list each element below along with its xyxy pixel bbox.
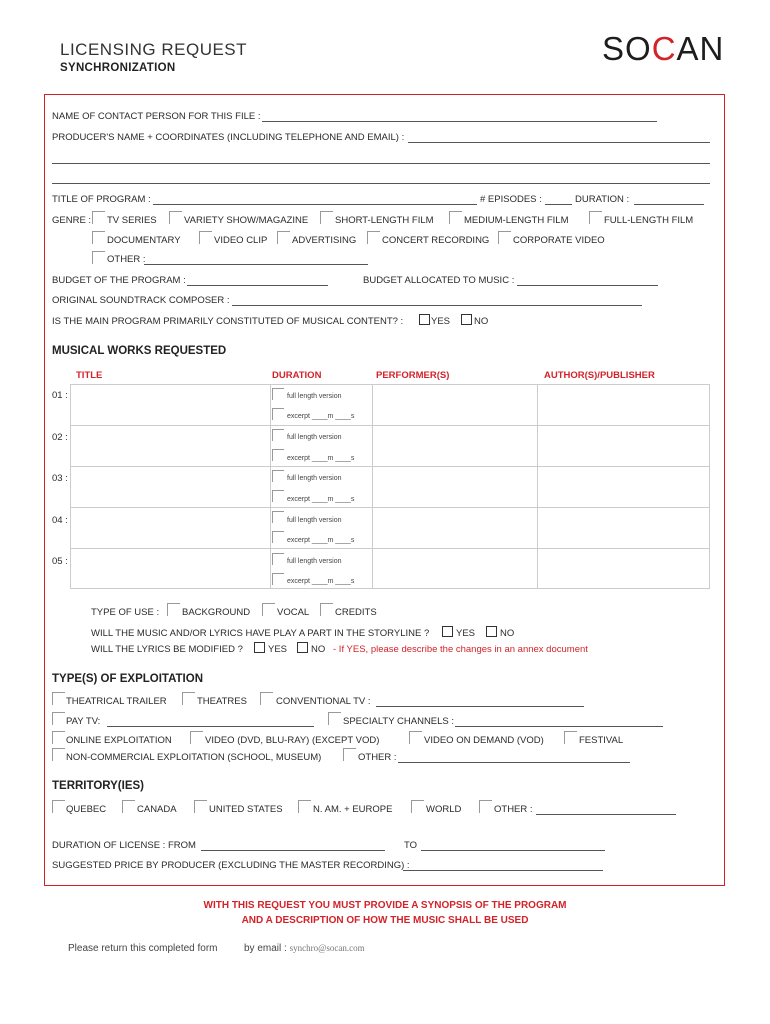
type-of-use-label: TYPE OF USE : <box>91 607 160 618</box>
email-label <box>244 943 365 954</box>
territory-other-checkbox[interactable] <box>479 800 492 813</box>
excerpt-label: excerpt ____m ____s <box>287 455 355 462</box>
license-to-label: TO <box>404 840 418 851</box>
genre-other-field[interactable] <box>144 264 368 265</box>
genre-medium-film-checkbox[interactable] <box>449 211 462 224</box>
row-number: 05 : <box>52 556 68 567</box>
genre-variety: VARIETY SHOW/MAGAZINE <box>184 215 309 226</box>
specialty-field[interactable] <box>455 726 663 727</box>
full-length-label: full length version <box>287 393 342 400</box>
online-label: ONLINE EXPLOITATION <box>66 735 172 746</box>
territory-united-states: UNITED STATES <box>209 804 283 815</box>
excerpt-checkbox[interactable] <box>272 573 284 585</box>
vod-checkbox[interactable] <box>409 731 422 744</box>
row-number: 01 : <box>52 390 68 401</box>
budget-field[interactable] <box>187 285 328 286</box>
duration-label: DURATION : <box>575 194 630 205</box>
episodes-label: # EPISODES : <box>480 194 542 205</box>
form-subtitle: SYNCHRONIZATION <box>60 62 176 74</box>
logo-accent: C <box>651 30 677 67</box>
lyrics-no-checkbox[interactable] <box>297 642 308 653</box>
lyrics-note: - If YES, please describe the changes in an annex document <box>333 644 588 655</box>
genre-video-clip: VIDEO CLIP <box>214 235 268 246</box>
composer-label: ORIGINAL SOUNDTRACK COMPOSER : <box>52 295 230 306</box>
background-checkbox[interactable] <box>167 603 180 616</box>
email-link[interactable]: synchro@socan.com <box>289 943 365 953</box>
contact-name-label: NAME OF CONTACT PERSON FOR THIS FILE : <box>52 111 261 122</box>
genre-medium-film: MEDIUM-LENGTH FILM <box>464 215 569 226</box>
row-number: 03 : <box>52 473 68 484</box>
license-to-field[interactable] <box>421 850 605 851</box>
territory-canada: CANADA <box>137 804 177 815</box>
genre-short-film-checkbox[interactable] <box>320 211 333 224</box>
type-background: BACKGROUND <box>182 607 251 618</box>
united-states-checkbox[interactable] <box>194 800 207 813</box>
territory-other: OTHER : <box>494 804 533 815</box>
conventional-checkbox[interactable] <box>260 692 273 705</box>
producer-field-line-2[interactable] <box>52 163 710 164</box>
theatres-label: THEATRES <box>197 696 247 707</box>
table-divider <box>372 384 373 589</box>
full-length-checkbox[interactable] <box>272 470 284 482</box>
logo-part-1: SO <box>602 30 652 67</box>
table-divider <box>537 384 538 589</box>
col-performer: PERFORMER(S) <box>376 370 450 381</box>
genre-corporate-checkbox[interactable] <box>498 231 511 244</box>
full-length-label: full length version <box>287 517 342 524</box>
territory-heading: TERRITORY(IES) <box>52 780 145 792</box>
return-instruction: Please return this completed form <box>68 943 218 954</box>
full-length-checkbox[interactable] <box>272 511 284 523</box>
license-duration-label: DURATION OF LICENSE : FROM <box>52 840 196 851</box>
musical-content-question: IS THE MAIN PROGRAM PRIMARILY CONSTITUTED OF MUSICAL CONTENT? : <box>52 316 404 327</box>
genre-full-film: FULL-LENGTH FILM <box>604 215 694 226</box>
lyrics-yes-checkbox[interactable] <box>254 642 265 653</box>
budget-label: BUDGET OF THE PROGRAM : <box>52 275 186 286</box>
table-row-divider <box>70 466 710 467</box>
exploitation-other-checkbox[interactable] <box>343 748 356 761</box>
musical-no-checkbox[interactable] <box>461 314 472 325</box>
license-from-field[interactable] <box>201 850 385 851</box>
form-title: LICENSING REQUEST <box>60 40 248 59</box>
contact-name-field[interactable] <box>262 121 657 122</box>
storyline-yes-checkbox[interactable] <box>442 626 453 637</box>
musical-works-heading: MUSICAL WORKS REQUESTED <box>52 345 227 357</box>
table-row-divider <box>70 507 710 508</box>
lyrics-question: WILL THE LYRICS BE MODIFIED ? <box>91 644 243 655</box>
pay-tv-label: PAY TV: <box>66 716 101 727</box>
price-label: SUGGESTED PRICE BY PRODUCER (EXCLUDING THE MASTER RECORDING) : <box>52 860 410 871</box>
musical-yes-checkbox[interactable] <box>419 314 430 325</box>
producer-field-line-3[interactable] <box>52 183 710 184</box>
musical-yes: YES <box>431 316 451 327</box>
genre-concert-checkbox[interactable] <box>367 231 380 244</box>
type-vocal: VOCAL <box>277 607 310 618</box>
exploitation-other-field[interactable] <box>398 762 630 763</box>
genre-concert: CONCERT RECORDING <box>382 235 490 246</box>
conventional-label: CONVENTIONAL TV : <box>276 696 371 707</box>
exploitation-other-label: OTHER : <box>358 752 397 763</box>
price-field[interactable] <box>403 870 603 871</box>
episodes-field[interactable] <box>545 204 572 205</box>
full-length-checkbox[interactable] <box>272 429 284 441</box>
theatrical-label: THEATRICAL TRAILER <box>66 696 167 707</box>
exploitation-heading: TYPE(S) OF EXPLOITATION <box>52 673 203 685</box>
synopsis-note-line-1: WITH THIS REQUEST YOU MUST PROVIDE A SYNOPSIS OF THE PROGRAM <box>203 900 567 911</box>
producer-field[interactable] <box>408 142 710 143</box>
specialty-checkbox[interactable] <box>328 712 341 725</box>
full-length-label: full length version <box>287 558 342 565</box>
festival-checkbox[interactable] <box>564 731 577 744</box>
excerpt-label: excerpt ____m ____s <box>287 578 355 585</box>
logo-part-2: AN <box>676 30 725 67</box>
genre-other-checkbox[interactable] <box>92 251 105 264</box>
pay-tv-field[interactable] <box>107 726 314 727</box>
composer-field[interactable] <box>232 305 642 306</box>
works-table <box>70 384 710 589</box>
full-length-label: full length version <box>287 434 342 441</box>
full-length-checkbox[interactable] <box>272 388 284 400</box>
noncommercial-label: NON-COMMERCIAL EXPLOITATION (SCHOOL, MUSEUM) <box>66 752 322 763</box>
synopsis-note-line-2: AND A DESCRIPTION OF HOW THE MUSIC SHALL BE USED <box>241 915 529 926</box>
storyline-question: WILL THE MUSIC AND/OR LYRICS HAVE PLAY A PART IN THE STORYLINE ? <box>91 628 430 639</box>
theatrical-checkbox[interactable] <box>52 692 65 705</box>
excerpt-label: excerpt ____m ____s <box>287 496 355 503</box>
musical-no: NO <box>474 316 489 327</box>
storyline-yes: YES <box>456 628 476 639</box>
col-title: TITLE <box>76 370 103 381</box>
excerpt-checkbox[interactable] <box>272 490 284 502</box>
genre-label: GENRE : <box>52 215 92 226</box>
full-length-label: full length version <box>287 475 342 482</box>
program-title-label: TITLE OF PROGRAM : <box>52 194 151 205</box>
genre-full-film-checkbox[interactable] <box>589 211 602 224</box>
canada-checkbox[interactable] <box>122 800 135 813</box>
row-number: 02 : <box>52 432 68 443</box>
program-title-field[interactable] <box>153 204 477 205</box>
col-author: AUTHOR(S)/PUBLISHER <box>544 370 655 381</box>
table-divider <box>270 384 271 589</box>
genre-advertising: ADVERTISING <box>292 235 357 246</box>
genre-documentary-checkbox[interactable] <box>92 231 105 244</box>
budget-music-field[interactable] <box>517 285 658 286</box>
lyrics-yes: YES <box>268 644 288 655</box>
territory-quebec: QUEBEC <box>66 804 107 815</box>
festival-label: FESTIVAL <box>579 735 624 746</box>
excerpt-label: excerpt ____m ____s <box>287 537 355 544</box>
type-credits: CREDITS <box>335 607 377 618</box>
col-duration: DURATION <box>272 370 322 381</box>
full-length-checkbox[interactable] <box>272 553 284 565</box>
producer-label: PRODUCER'S NAME + COORDINATES (INCLUDING TELEPHONE AND EMAIL) : <box>52 132 405 143</box>
specialty-label: SPECIALTY CHANNELS : <box>343 716 455 727</box>
storyline-no: NO <box>500 628 515 639</box>
theatres-checkbox[interactable] <box>182 692 195 705</box>
email-prefix: by email : <box>244 943 287 954</box>
storyline-no-checkbox[interactable] <box>486 626 497 637</box>
socan-logo <box>602 30 724 68</box>
territory-other-field[interactable] <box>536 814 676 815</box>
nam-europe-checkbox[interactable] <box>298 800 311 813</box>
table-row-divider <box>70 425 710 426</box>
excerpt-checkbox[interactable] <box>272 449 284 461</box>
budget-music-label: BUDGET ALLOCATED TO MUSIC : <box>363 275 515 286</box>
excerpt-label: excerpt ____m ____s <box>287 413 355 420</box>
vod-label: VIDEO ON DEMAND (VOD) <box>424 735 544 746</box>
genre-tv-series-checkbox[interactable] <box>92 211 105 224</box>
excerpt-checkbox[interactable] <box>272 531 284 543</box>
lyrics-no: NO <box>311 644 326 655</box>
video-label: VIDEO (DVD, BLU-RAY) (EXCEPT VOD) <box>205 735 380 746</box>
vocal-checkbox[interactable] <box>262 603 275 616</box>
genre-advertising-checkbox[interactable] <box>277 231 290 244</box>
duration-field[interactable] <box>634 204 704 205</box>
table-row-divider <box>70 548 710 549</box>
genre-video-clip-checkbox[interactable] <box>199 231 212 244</box>
video-checkbox[interactable] <box>190 731 203 744</box>
territory-world: WORLD <box>426 804 462 815</box>
territory-nam-europe: N. AM. + EUROPE <box>313 804 393 815</box>
genre-corporate: CORPORATE VIDEO <box>513 235 605 246</box>
online-checkbox[interactable] <box>52 731 65 744</box>
pay-tv-checkbox[interactable] <box>52 712 65 725</box>
genre-other: OTHER : <box>107 254 146 265</box>
conventional-field[interactable] <box>376 706 584 707</box>
noncommercial-checkbox[interactable] <box>52 748 65 761</box>
genre-documentary: DOCUMENTARY <box>107 235 181 246</box>
quebec-checkbox[interactable] <box>52 800 65 813</box>
world-checkbox[interactable] <box>411 800 424 813</box>
excerpt-checkbox[interactable] <box>272 408 284 420</box>
genre-variety-checkbox[interactable] <box>169 211 182 224</box>
credits-checkbox[interactable] <box>320 603 333 616</box>
genre-tv-series: TV SERIES <box>107 215 157 226</box>
row-number: 04 : <box>52 515 68 526</box>
genre-short-film: SHORT-LENGTH FILM <box>335 215 434 226</box>
